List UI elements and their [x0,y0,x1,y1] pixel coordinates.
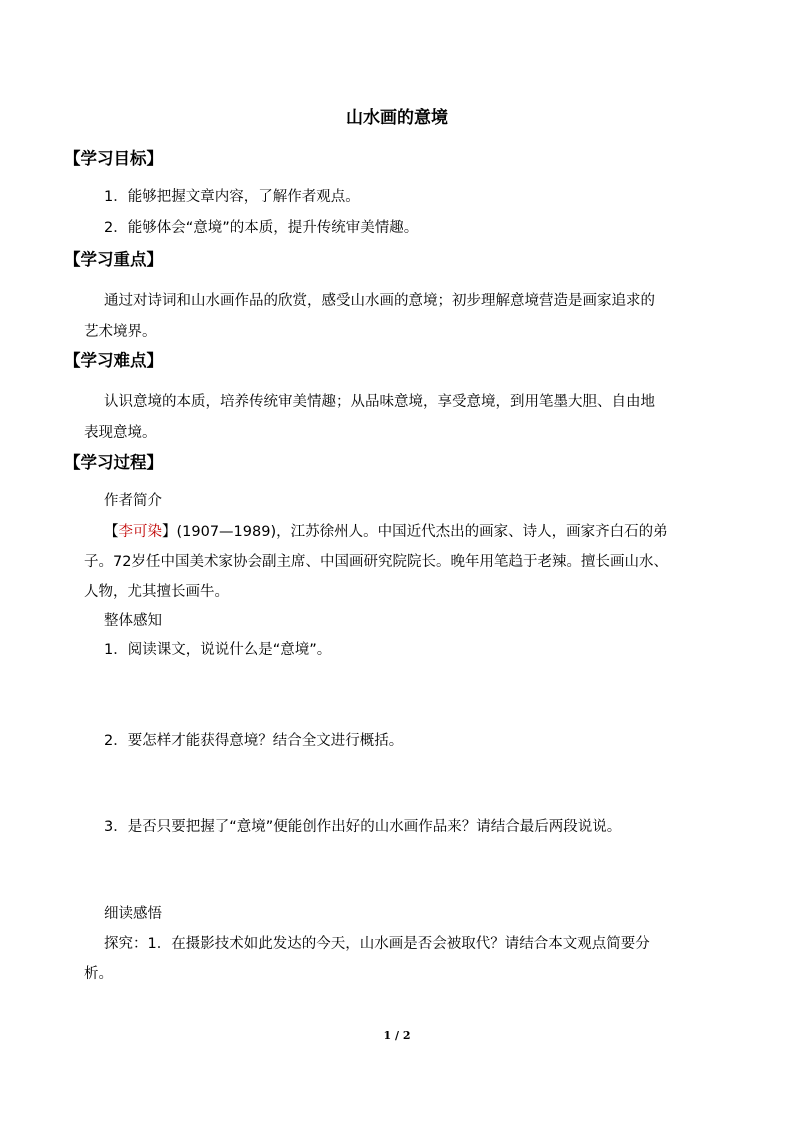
section-heading-focus: 【学习重点】 [64,250,163,269]
overall-perception-label: 整体感知 [104,613,162,629]
author-intro-label: 作者简介 [104,493,162,509]
document-title: 山水画的意境 [346,108,448,128]
section-heading-goals: 【学习目标】 [64,149,163,168]
goal-item: 1．能够把握文章内容，了解作者观点。 [104,189,360,205]
focus-text-line: 艺术境界。 [84,324,157,340]
page-number: 1 / 2 [383,1029,411,1042]
author-intro-line: 人物，尤其擅长画牛。 [84,584,229,600]
question-item: 3．是否只要把握了“意境”便能创作出好的山水画作品来？请结合最后两段说说。 [104,819,622,835]
close-reading-label: 细读感悟 [104,906,162,922]
author-bracket: 【 [104,524,119,540]
author-intro-text: 】(1907—1989)，江苏徐州人。中国近代杰出的画家、诗人，画家齐白石的弟 [162,524,668,540]
section-heading-difficulty: 【学习难点】 [64,351,163,370]
explore-question-line: 析。 [84,966,113,982]
goal-item: 2．能够体会“意境”的本质，提升传统审美情趣。 [104,220,419,236]
author-name: 李可染 [118,524,162,540]
focus-text-line: 通过对诗词和山水画作品的欣赏，感受山水画的意境；初步理解意境营造是画家追求的 [104,293,655,309]
question-item: 2．要怎样才能获得意境？结合全文进行概括。 [104,733,404,749]
section-heading-process: 【学习过程】 [64,453,163,472]
explore-question-line: 探究：1．在摄影技术如此发达的今天，山水画是否会被取代？请结合本文观点简要分 [104,936,650,952]
author-intro-line: 子。72岁任中国美术家协会副主席、中国画研究院院长。晚年用笔趋于老辣。擅长画山水、 [84,554,668,570]
author-intro-line [104,521,668,543]
difficulty-text-line: 表现意境。 [84,425,157,441]
difficulty-text-line: 认识意境的本质，培养传统审美情趣；从品味意境，享受意境，到用笔墨大胆、自由地 [104,394,655,410]
question-item: 1．阅读课文，说说什么是“意境”。 [104,642,332,658]
